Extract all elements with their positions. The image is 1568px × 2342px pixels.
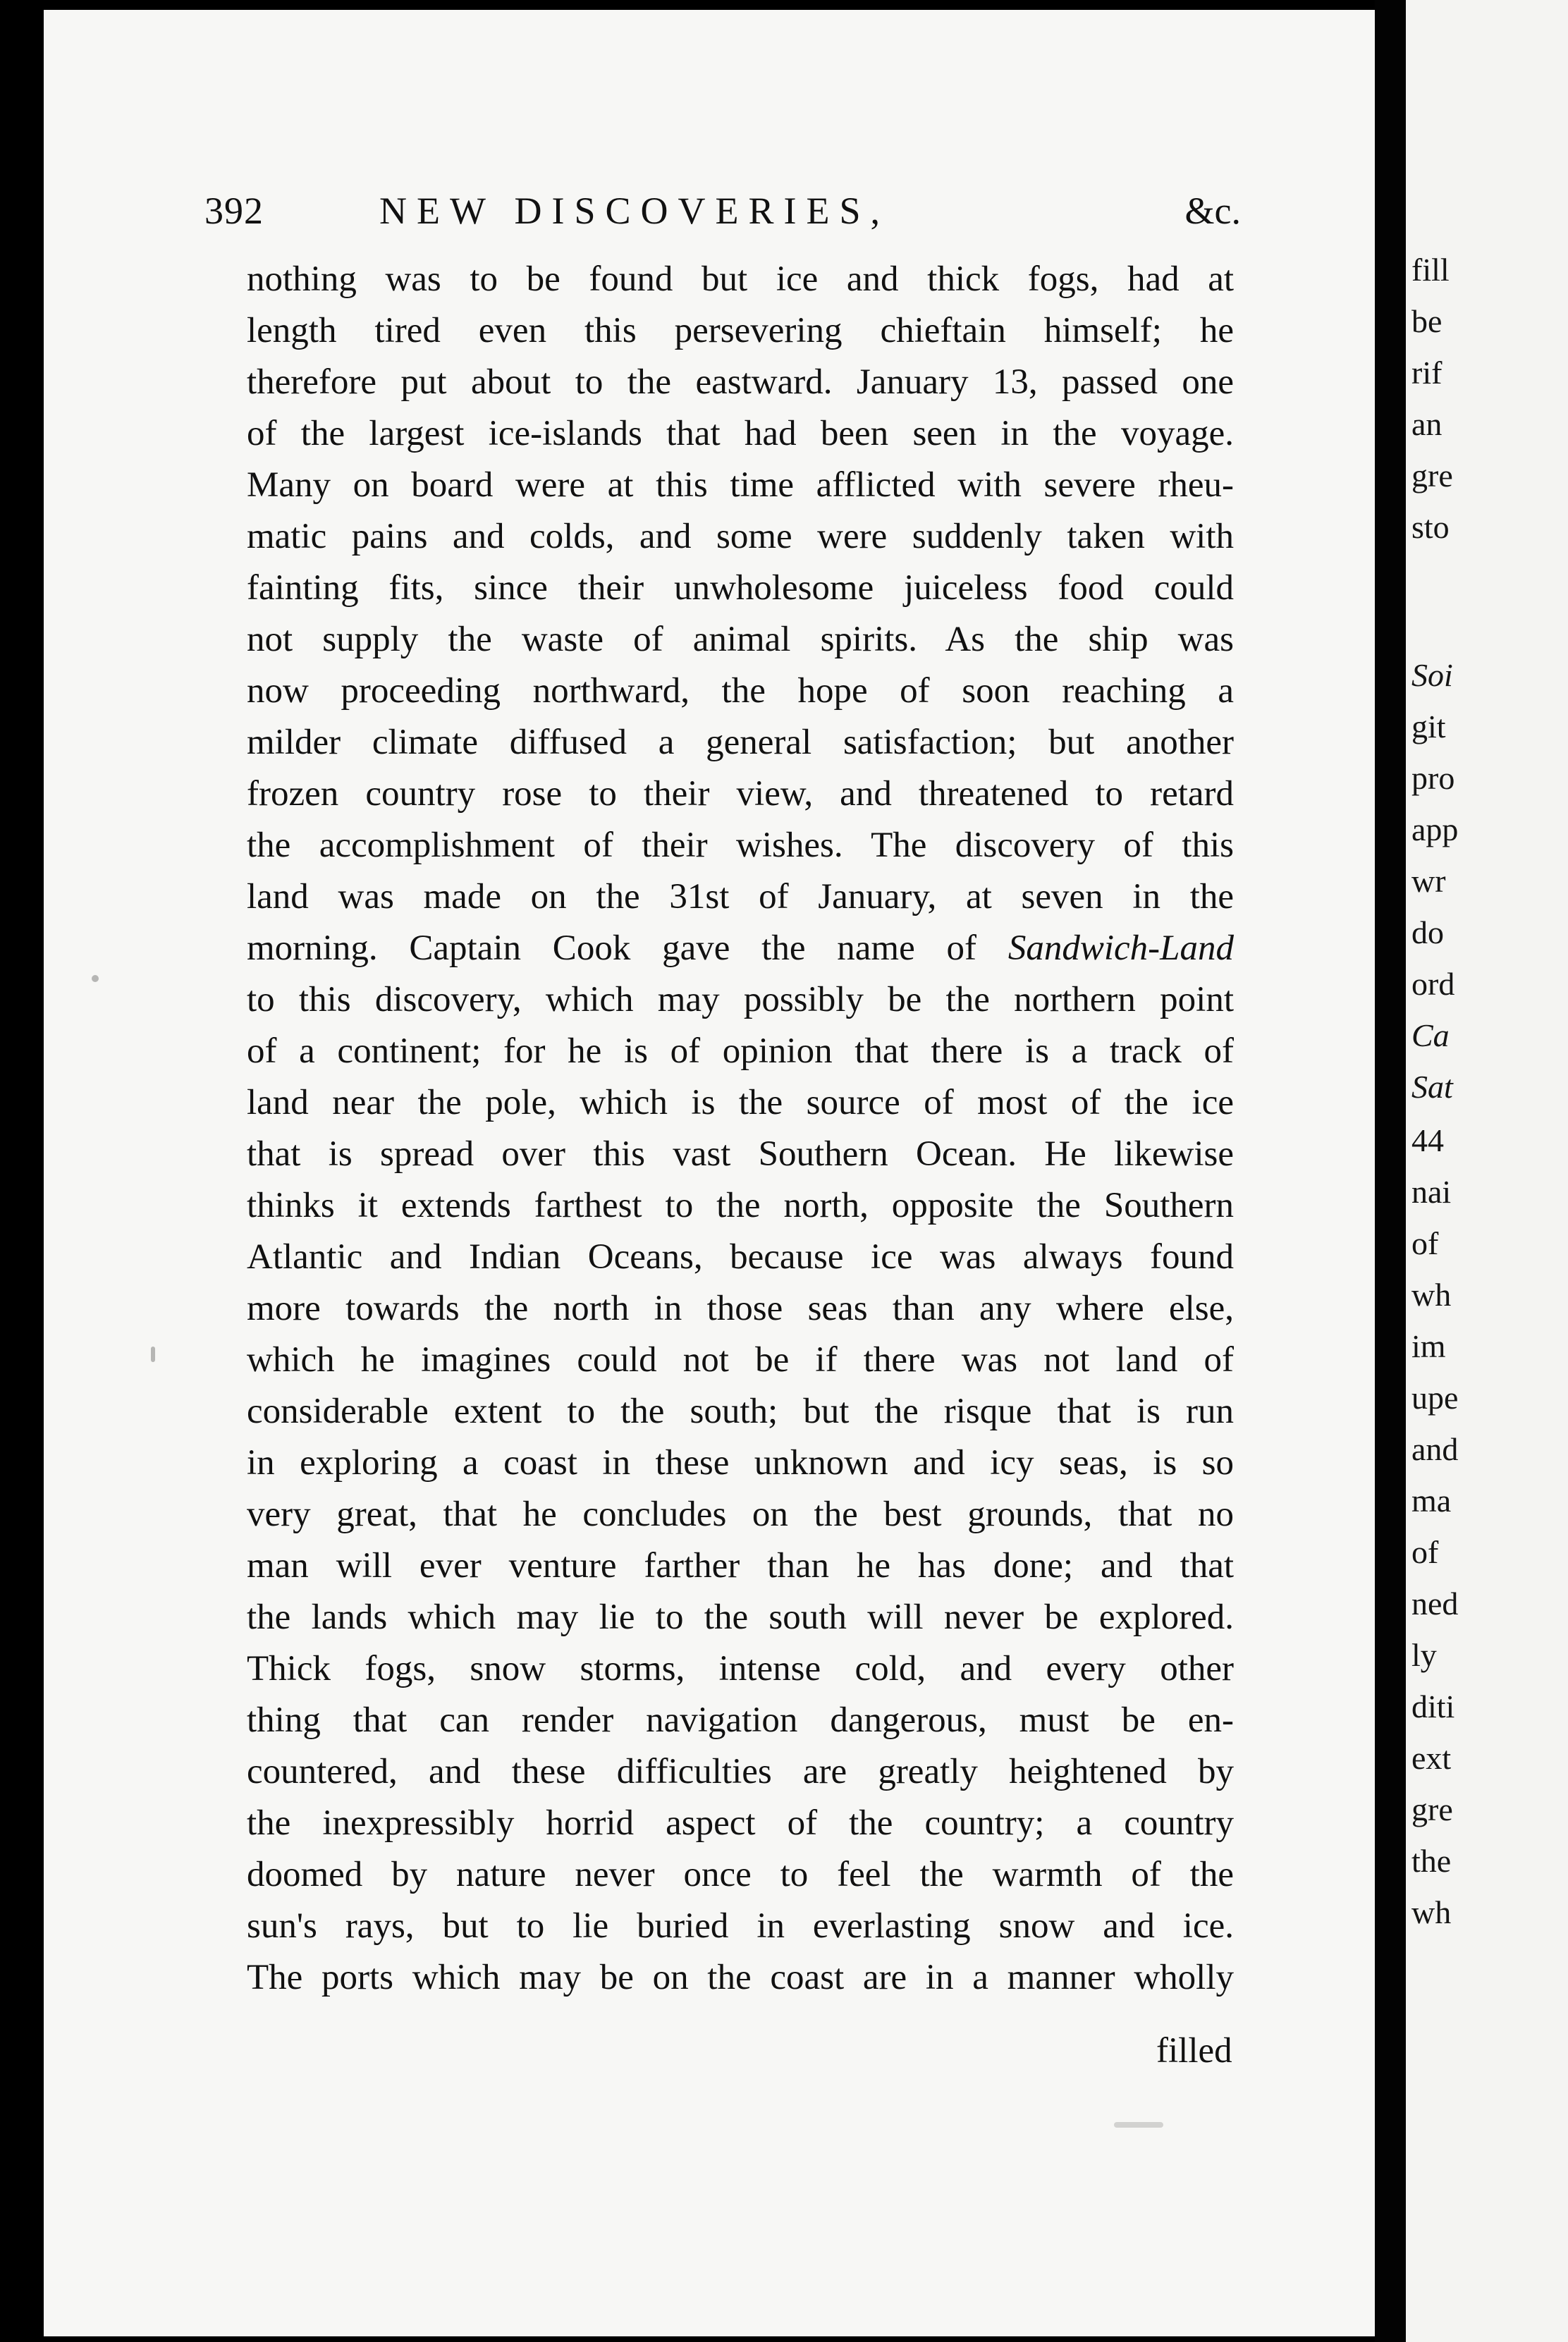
- text-line: considerable extent to the south; but the risque that is run: [247, 1392, 1234, 1431]
- text-line: the lands which may lie to the south will never be explored.: [247, 1598, 1234, 1637]
- text-line: very great, that he concludes on the best grounds, that no: [247, 1495, 1234, 1534]
- facing-page-fragment: upe: [1411, 1380, 1459, 1416]
- text-line: now proceeding northward, the hope of soon reaching a: [247, 671, 1234, 711]
- text-line: milder climate diffused a general satisfaction; but another: [247, 723, 1234, 762]
- ink-speck: [151, 1347, 155, 1362]
- text-line: doomed by nature never once to feel the warmth of the: [247, 1855, 1234, 1894]
- facing-page-fragment: app: [1411, 811, 1459, 847]
- facing-page-fragment: do: [1411, 914, 1444, 950]
- facing-page-fragment: the: [1411, 1843, 1452, 1879]
- text-line: frozen country rose to their view, and threatened to retard: [247, 774, 1234, 814]
- facing-page-fragment: fill: [1411, 252, 1450, 288]
- text-line: which he imagines could not be if there was not land of: [247, 1340, 1234, 1380]
- binding-gutter: [1375, 0, 1406, 2342]
- text-line: thing that can render navigation dangerous, must be en-: [247, 1700, 1234, 1740]
- facing-page-fragment: git: [1411, 709, 1446, 744]
- facing-page-fragment: ly: [1411, 1637, 1437, 1673]
- facing-page-fragment: gre: [1411, 458, 1453, 493]
- facing-page-fragment: im: [1411, 1328, 1446, 1364]
- page-number: 392: [204, 190, 264, 232]
- facing-page-fragment: and: [1411, 1431, 1459, 1467]
- facing-page-fragment: Sat: [1411, 1069, 1453, 1105]
- text-line: not supply the waste of animal spirits. As the ship was: [247, 620, 1234, 659]
- facing-page-fragment: of: [1411, 1534, 1439, 1570]
- facing-page-fragment: wr: [1411, 863, 1446, 899]
- text-line: man will ever venture farther than he has done; and that: [247, 1546, 1234, 1586]
- text-line: Thick fogs, snow storms, intense cold, and every other: [247, 1649, 1234, 1688]
- facing-page-fragment: an: [1411, 406, 1443, 442]
- facing-page-fragment: rif: [1411, 355, 1443, 391]
- facing-page-fragment: of: [1411, 1225, 1439, 1261]
- text-line: countered, and these difficulties are greatly heightened by: [247, 1752, 1234, 1791]
- text-line: matic pains and colds, and some were suddenly taken with: [247, 517, 1234, 556]
- facing-page-fragment: diti: [1411, 1688, 1455, 1724]
- text-line: fainting fits, since their unwholesome juiceless food could: [247, 568, 1234, 608]
- facing-page-fragment: Ca: [1411, 1017, 1450, 1053]
- text-line: therefore put about to the eastward. January 13, passed one: [247, 362, 1234, 402]
- facing-page-fragment: gre: [1411, 1791, 1453, 1827]
- text-line: of a continent; for he is of opinion that there is a track of: [247, 1031, 1234, 1071]
- facing-page-fragment: be: [1411, 303, 1443, 339]
- facing-page-fragment: pro: [1411, 760, 1455, 796]
- text-line: thinks it extends farthest to the north, opposite the Southern: [247, 1186, 1234, 1225]
- text-line: Atlantic and Indian Oceans, because ice was always found: [247, 1237, 1234, 1277]
- text-line-with-italic: morning. Captain Cook gave the name of Sandwich-Land: [247, 928, 1234, 968]
- ink-speck: [92, 975, 99, 982]
- text-line: of the largest ice-islands that had been seen in the voyage.: [247, 414, 1234, 453]
- facing-page-fragment: Soi: [1411, 657, 1453, 693]
- text-line: in exploring a coast in these unknown and icy seas, is so: [247, 1443, 1234, 1483]
- facing-page-fragment: 44: [1411, 1122, 1444, 1158]
- text-line: nothing was to be found but ice and thick fogs, had at: [247, 259, 1234, 299]
- catchword: filled: [1156, 2031, 1232, 2071]
- facing-page-fragment: sto: [1411, 509, 1450, 545]
- text-line: sun's rays, but to lie buried in everlasting snow and ice.: [247, 1906, 1234, 1946]
- italic-place-name: Sandwich-Land: [1007, 928, 1234, 968]
- text-line: the inexpressibly horrid aspect of the country; a country: [247, 1803, 1234, 1843]
- text-line: land was made on the 31st of January, at seven in the: [247, 877, 1234, 916]
- text-line: more towards the north in those seas than any where else,: [247, 1289, 1234, 1328]
- facing-page-fragment: wh: [1411, 1894, 1452, 1930]
- book-page-right-cropped: [1406, 0, 1568, 2342]
- facing-page-fragment: ned: [1411, 1586, 1459, 1621]
- text-line: that is spread over this vast Southern Ocean. He likewise: [247, 1134, 1234, 1174]
- text-line: length tired even this persevering chieftain himself; he: [247, 311, 1234, 350]
- text-line: the accomplishment of their wishes. The discovery of this: [247, 826, 1234, 865]
- facing-page-fragment: nai: [1411, 1174, 1452, 1210]
- ink-speck: [1114, 2122, 1163, 2128]
- running-header: [204, 189, 1241, 238]
- facing-page-fragment: wh: [1411, 1277, 1452, 1313]
- body-text: [247, 254, 1234, 2004]
- text-line: Many on board were at this time afflicted with severe rheu-: [247, 465, 1234, 505]
- facing-page-fragment: ext: [1411, 1740, 1452, 1776]
- text-line: The ports which may be on the coast are in a manner wholly: [247, 1958, 1234, 1997]
- facing-page-fragment: ma: [1411, 1483, 1452, 1519]
- text-line: to this discovery, which may possibly be the northern point: [247, 980, 1234, 1019]
- facing-page-fragment: ord: [1411, 966, 1455, 1002]
- running-title-etc: &c.: [1184, 190, 1241, 232]
- text-line: land near the pole, which is the source of most of the ice: [247, 1083, 1234, 1122]
- running-title: NEW DISCOVERIES,: [379, 190, 890, 232]
